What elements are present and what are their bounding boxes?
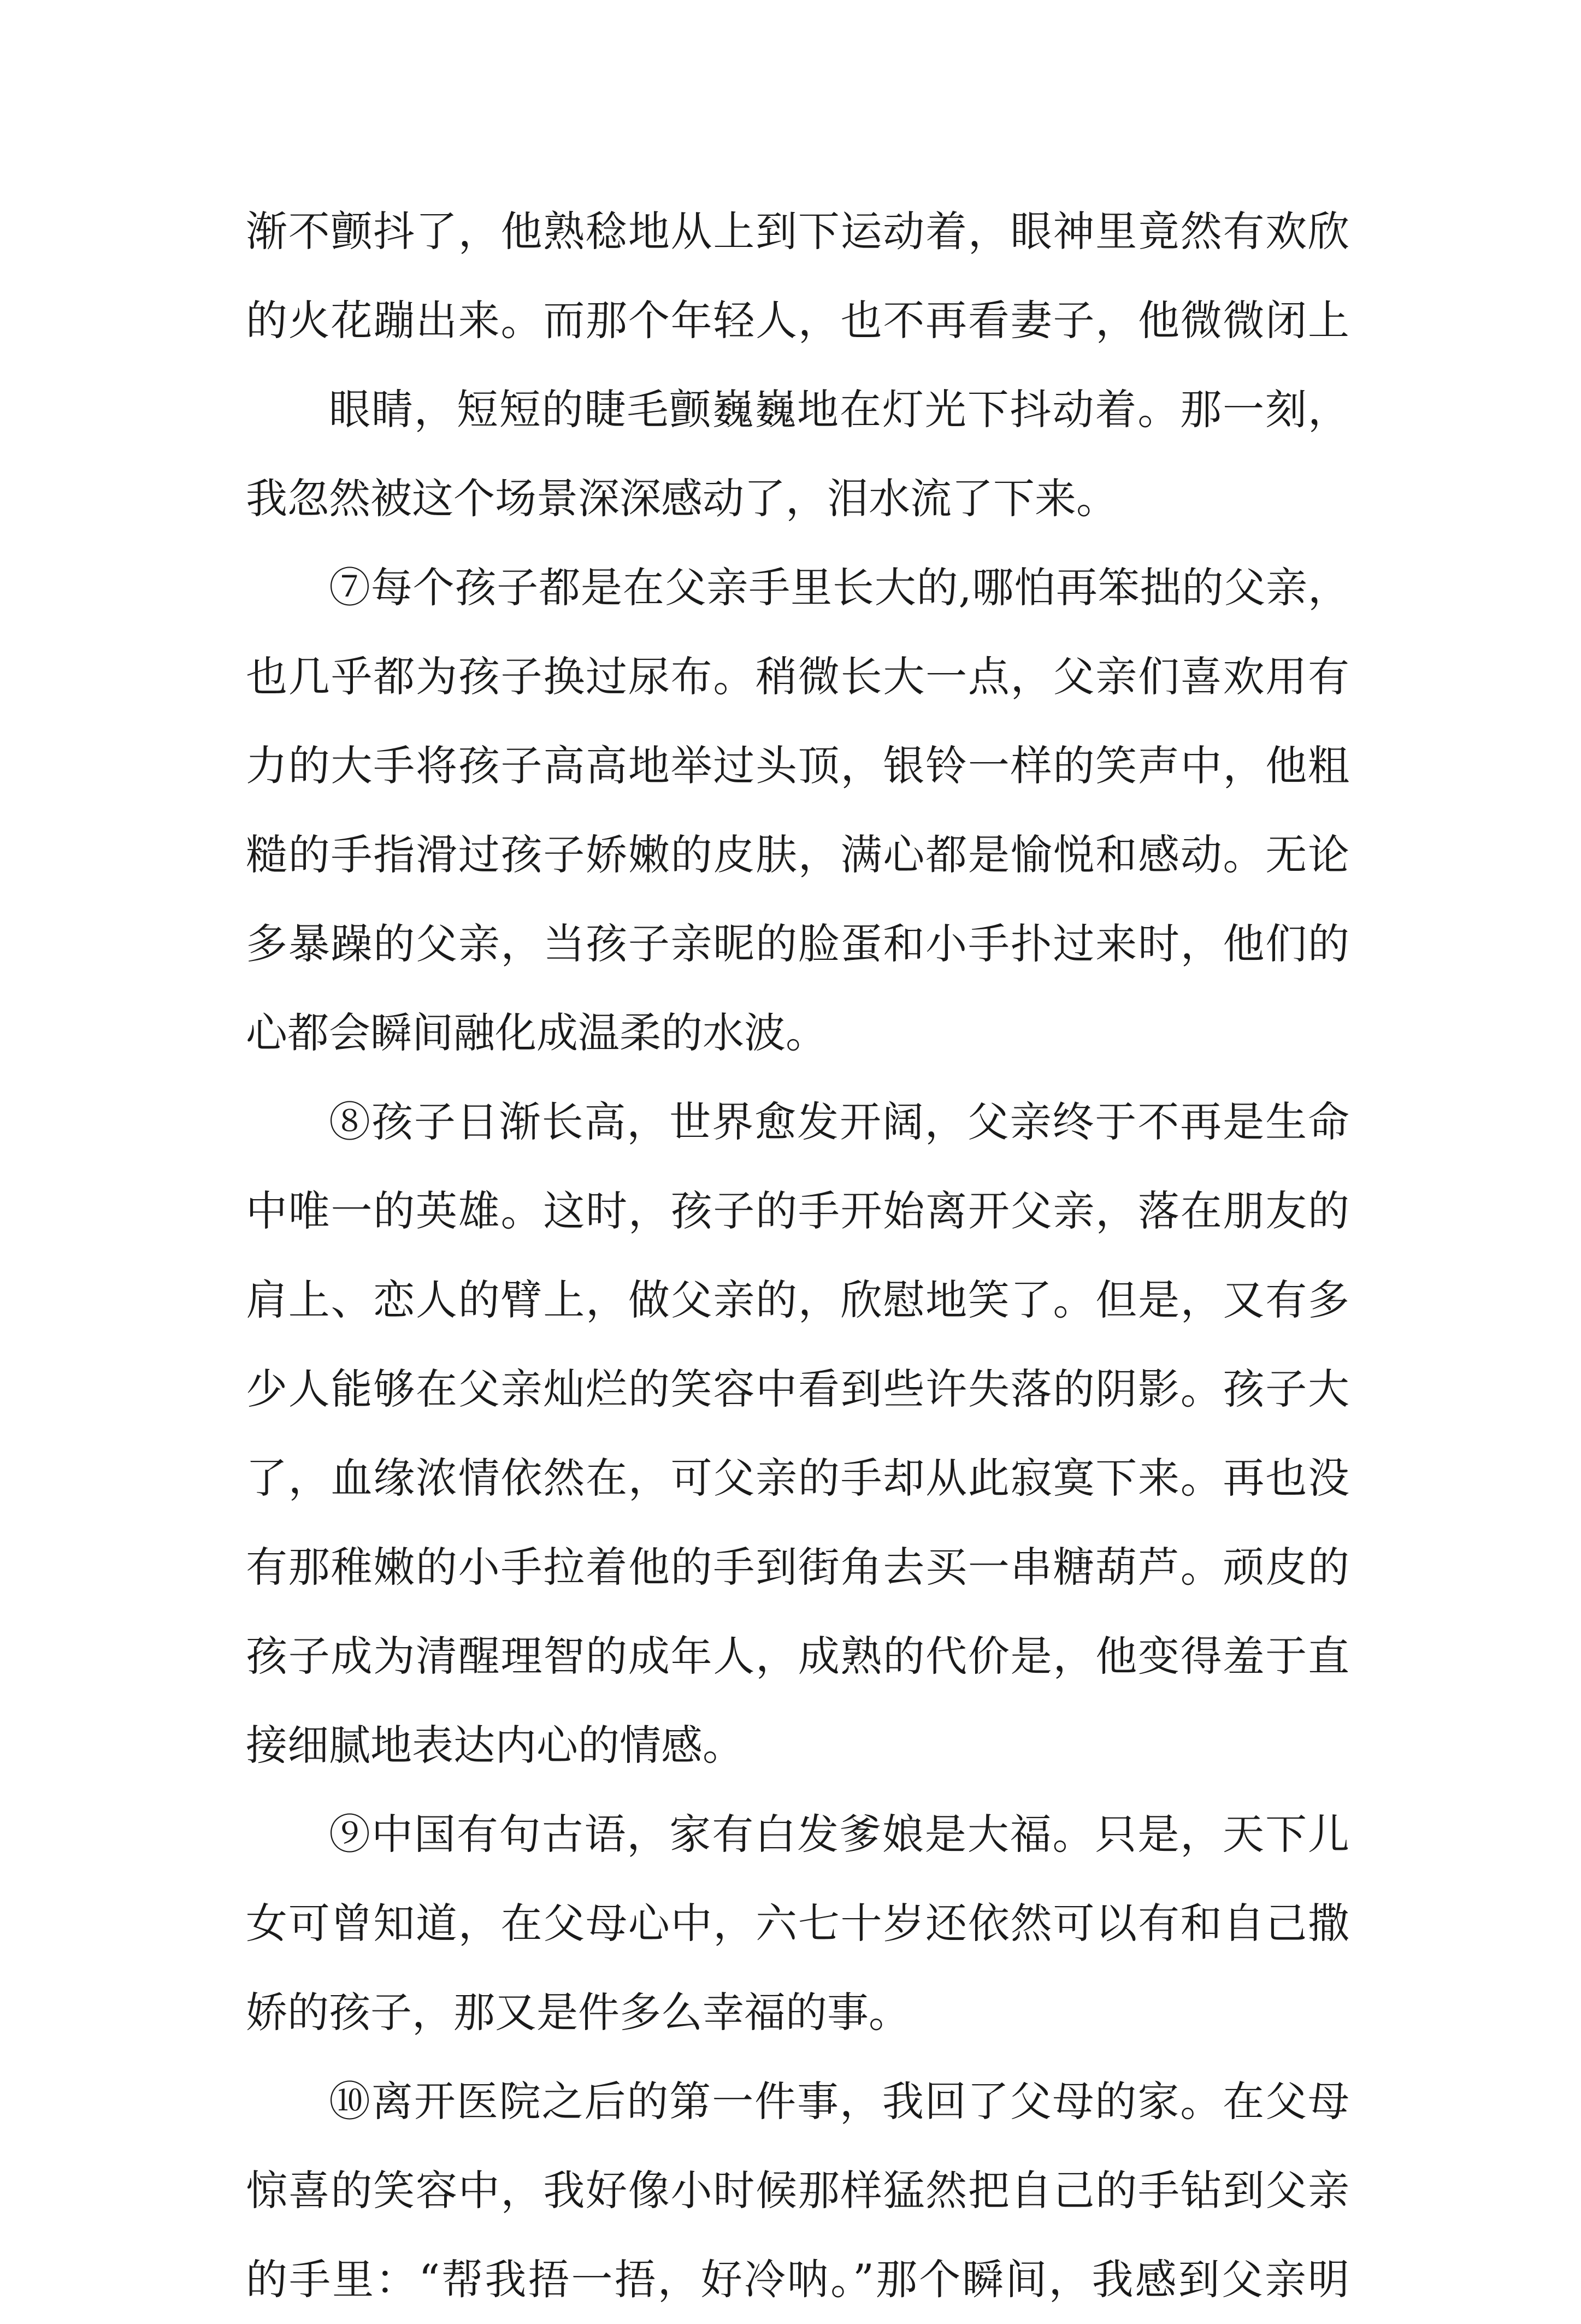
text-line: 少人能够在父亲灿烂的笑容中看到些许失落的阴影。孩子大	[246, 1365, 1349, 1413]
text-line: 多暴躁的父亲，当孩子亲昵的脸蛋和小手扑过来时，他们的	[246, 919, 1349, 968]
paragraph-7-first-line: ⑦每个孩子都是在父亲手里长大的,哪怕再笨拙的父亲，	[329, 563, 1349, 612]
text-line: 惊喜的笑容中，我好像小时候那样猛然把自己的手钻到父亲	[246, 2166, 1349, 2215]
text-line: 肩上、恋人的臂上，做父亲的，欣慰地笑了。但是，又有多	[246, 1276, 1349, 1324]
text-line: 的火花蹦出来。而那个年轻人，也不再看妻子，他微微闭上	[246, 296, 1349, 345]
text-line: 也几乎都为孩子换过尿布。稍微长大一点，父亲们喜欢用有	[246, 652, 1349, 701]
text-line: 女可曾知道，在父母心中，六七十岁还依然可以有和自己撒	[246, 1899, 1349, 1948]
paragraph-10-first-line: ⑩离开医院之后的第一件事，我回了父母的家。在父母	[329, 2077, 1349, 2126]
text-line: 眼睛，短短的睫毛颤巍巍地在灯光下抖动着。那一刻，	[329, 385, 1349, 434]
text-line: 了，血缘浓情依然在，可父亲的手却从此寂寞下来。再也没	[246, 1454, 1349, 1502]
text-line: 心都会瞬间融化成温柔的水波。	[246, 1008, 827, 1057]
paragraph-9-first-line: ⑨中国有句古语，家有白发爹娘是大福。只是，天下儿	[329, 1810, 1349, 1859]
essay-body	[246, 187, 1349, 2324]
text-line: 糙的手指滑过孩子娇嫩的皮肤，满心都是愉悦和感动。无论	[246, 830, 1349, 879]
text-line: 接细腻地表达内心的情感。	[246, 1721, 744, 1769]
text-line: 我忽然被这个场景深深感动了，泪水流了下来。	[246, 474, 1118, 523]
text-line: 的手里：“帮我捂一捂，好冷呐。”那个瞬间，我感到父亲明	[246, 2255, 1349, 2304]
text-line: 有那稚嫩的小手拉着他的手到街角去买一串糖葫芦。顽皮的	[246, 1543, 1349, 1591]
text-line: 力的大手将孩子高高地举过头顶，银铃一样的笑声中，他粗	[246, 741, 1349, 790]
text-line: 渐不颤抖了，他熟稔地从上到下运动着，眼神里竟然有欢欣	[246, 207, 1349, 256]
text-line: 娇的孩子，那又是件多么幸福的事。	[246, 1988, 910, 2037]
text-line: 中唯一的英雄。这时，孩子的手开始离开父亲，落在朋友的	[246, 1187, 1349, 1235]
paragraph-8-first-line: ⑧孩子日渐长高，世界愈发开阔，父亲终于不再是生命	[329, 1098, 1349, 1146]
text-line: 孩子成为清醒理智的成年人，成熟的代价是，他变得羞于直	[246, 1632, 1349, 1680]
